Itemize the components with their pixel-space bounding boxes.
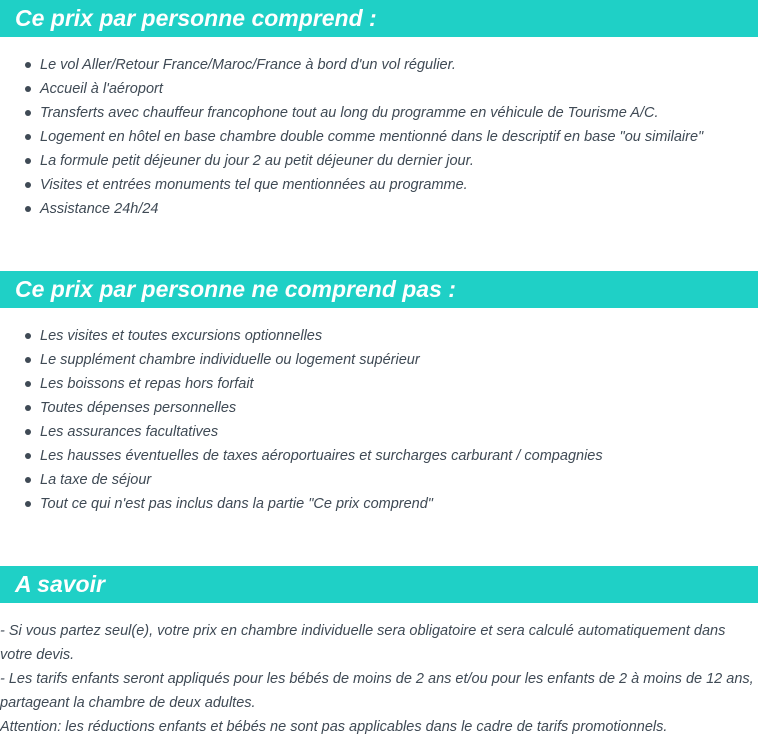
excludes-list bbox=[0, 324, 603, 516]
list-item: Le supplément chambre individuelle ou logement supérieur bbox=[0, 348, 603, 372]
savoir-paragraph: Attention: les réductions enfants et bébés ne sont pas applicables dans le cadre de tarifs promotionnels. bbox=[0, 719, 668, 735]
list-item: Les boissons et repas hors forfait bbox=[0, 372, 603, 396]
list-item: Le vol Aller/Retour France/Maroc/France à bord d'un vol régulier. bbox=[0, 53, 703, 77]
list-item: Assistance 24h/24 bbox=[0, 197, 703, 221]
list-item: La formule petit déjeuner du jour 2 au petit déjeuner du dernier jour. bbox=[0, 149, 703, 173]
list-item: La taxe de séjour bbox=[0, 468, 603, 492]
savoir-section-title: A savoir bbox=[0, 566, 758, 603]
list-item: Toutes dépenses personnelles bbox=[0, 396, 603, 420]
list-item: Les hausses éventuelles de taxes aéroportuaires et surcharges carburant / compagnies bbox=[0, 444, 603, 468]
savoir-paragraph: - Les tarifs enfants seront appliqués pour les bébés de moins de 2 ans et/ou pour les enfants de 2 à moins de 12 ans, partageant la chambre de deux adultes. bbox=[0, 671, 754, 711]
list-item: Les assurances facultatives bbox=[0, 420, 603, 444]
list-item: Visites et entrées monuments tel que mentionnées au programme. bbox=[0, 173, 703, 197]
list-item: Accueil à l'aéroport bbox=[0, 77, 703, 101]
includes-section-title: Ce prix par personne comprend : bbox=[0, 0, 758, 37]
excludes-section-title: Ce prix par personne ne comprend pas : bbox=[0, 271, 758, 308]
list-item: Les visites et toutes excursions optionnelles bbox=[0, 324, 603, 348]
includes-list bbox=[0, 53, 703, 221]
list-item: Transferts avec chauffeur francophone tout au long du programme en véhicule de Tourisme A/C. bbox=[0, 101, 703, 125]
list-item: Tout ce qui n'est pas inclus dans la partie "Ce prix comprend" bbox=[0, 492, 603, 516]
savoir-paragraph: - Si vous partez seul(e), votre prix en chambre individuelle sera obligatoire et sera calculé automatiquement dans votre devis. bbox=[0, 623, 726, 663]
savoir-notes bbox=[0, 619, 758, 739]
list-item: Logement en hôtel en base chambre double comme mentionné dans le descriptif en base "ou similaire" bbox=[0, 125, 703, 149]
